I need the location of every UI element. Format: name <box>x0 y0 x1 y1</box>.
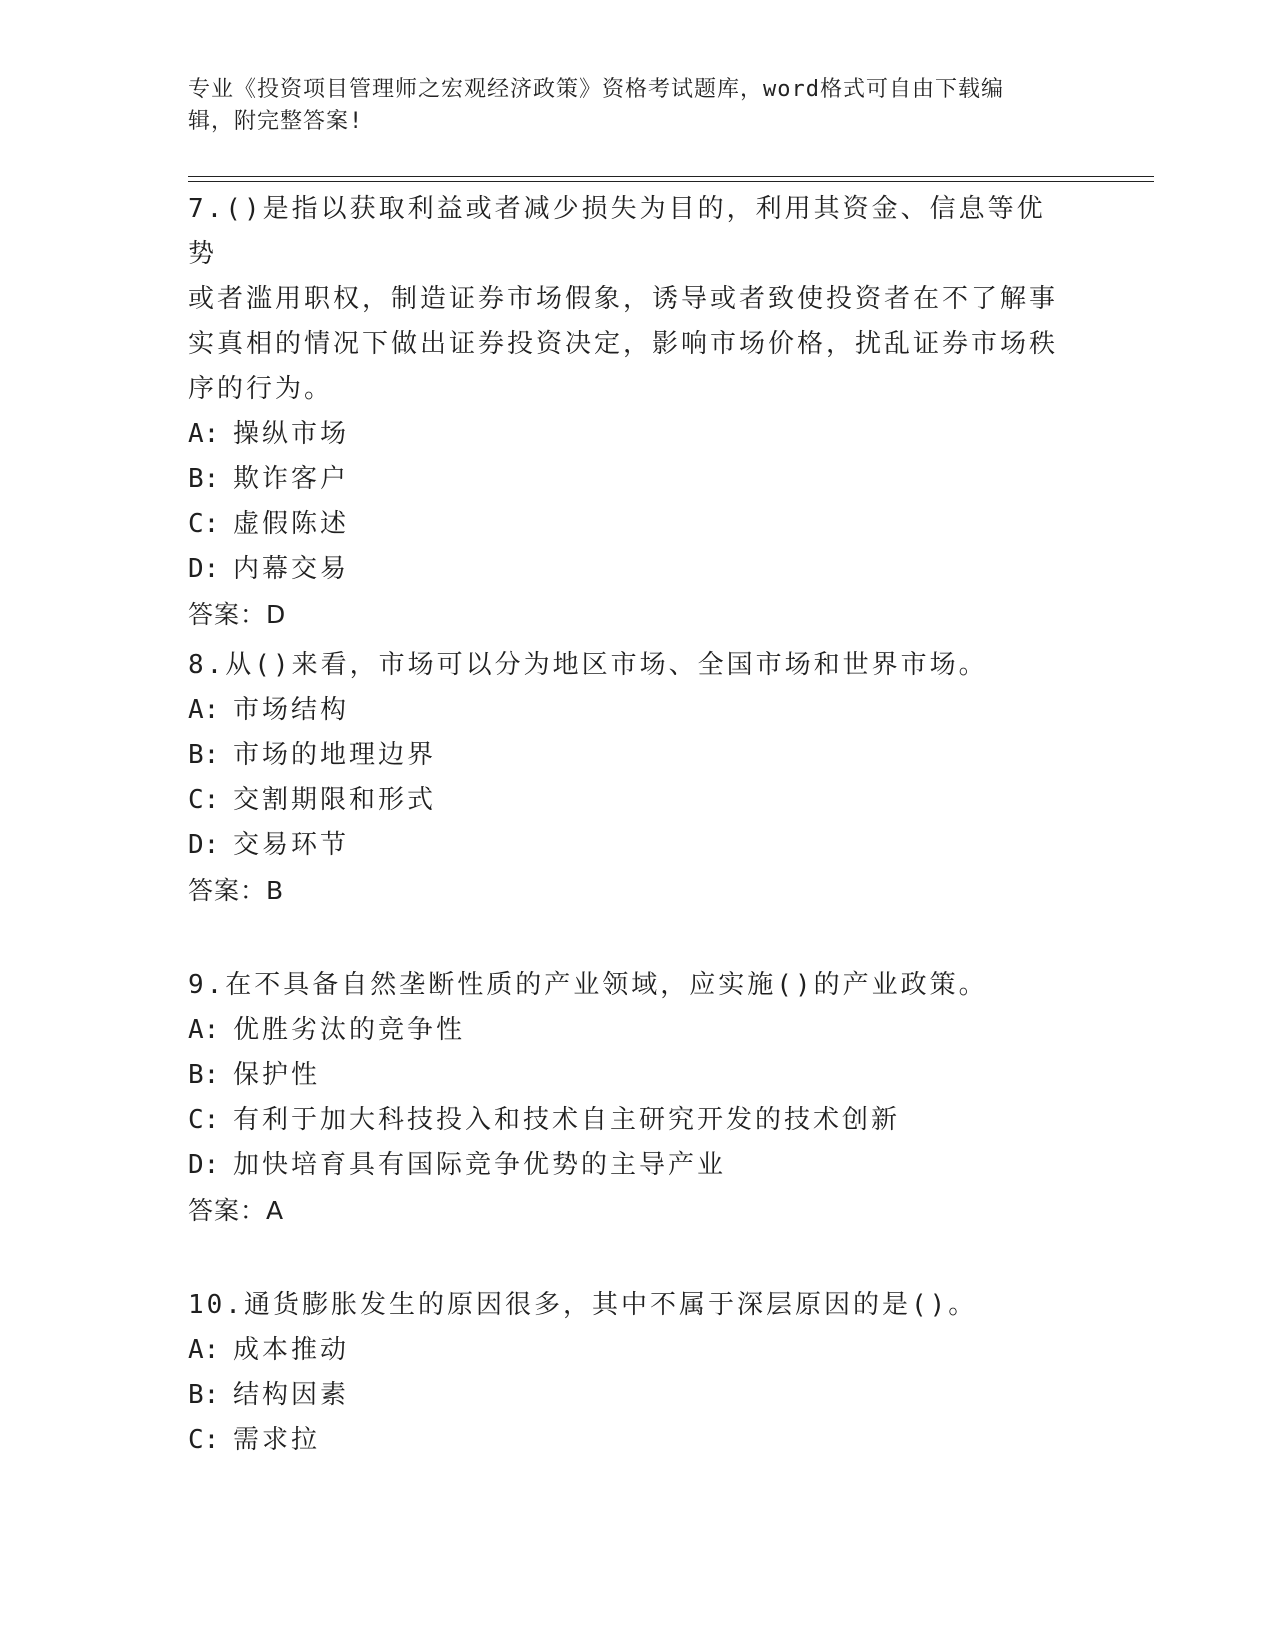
header-line-2: 辑，附完整答案! <box>188 109 364 134</box>
option-text: 市场的地理边界 <box>233 740 437 770</box>
option-label: C: <box>188 785 220 815</box>
option-d <box>188 1143 1068 1188</box>
option-text: 需求拉 <box>233 1425 321 1455</box>
option-b <box>188 457 1068 502</box>
option-c <box>188 1418 1068 1463</box>
option-text: 优胜劣汰的竞争性 <box>233 1015 466 1045</box>
option-text: 交易环节 <box>233 830 350 860</box>
option-text: 加快培育具有国际竞争优势的主导产业 <box>233 1150 727 1180</box>
option-c <box>188 1098 1068 1143</box>
option-text: 有利于加大科技投入和技术自主研究开发的技术创新 <box>233 1105 901 1135</box>
question-7 <box>188 187 1068 637</box>
option-label: A: <box>188 419 220 449</box>
question-stem <box>188 187 1068 412</box>
stem-line: 7.()是指以获取利益或者减少损失为目的，利用其资金、信息等优势 <box>188 194 1046 269</box>
option-a <box>188 688 1068 733</box>
option-text: 交割期限和形式 <box>233 785 437 815</box>
document-header <box>188 74 1068 138</box>
option-label: D: <box>188 830 220 860</box>
question-stem <box>188 963 1068 1008</box>
question-stem <box>188 1283 1068 1328</box>
option-d <box>188 547 1068 592</box>
option-text: 内幕交易 <box>233 554 350 584</box>
option-a <box>188 1328 1068 1373</box>
option-b <box>188 1373 1068 1418</box>
option-label: A: <box>188 1335 220 1365</box>
option-label: A: <box>188 695 220 725</box>
question-stem <box>188 643 1068 688</box>
option-a <box>188 1008 1068 1053</box>
stem-line: 序的行为。 <box>188 374 334 404</box>
answer: 答案：D <box>188 600 287 629</box>
option-b <box>188 1053 1068 1098</box>
option-b <box>188 733 1068 778</box>
option-text: 成本推动 <box>233 1335 350 1365</box>
option-label: C: <box>188 1425 220 1455</box>
answer: 答案：A <box>188 1196 285 1225</box>
option-text: 虚假陈述 <box>233 509 350 539</box>
option-text: 操纵市场 <box>233 419 350 449</box>
option-text: 结构因素 <box>233 1380 350 1410</box>
option-label: B: <box>188 1380 220 1410</box>
option-label: D: <box>188 1150 220 1180</box>
option-d <box>188 823 1068 868</box>
stem-line: 8.从()来看，市场可以分为地区市场、全国市场和世界市场。 <box>188 650 988 680</box>
option-c <box>188 778 1068 823</box>
option-a <box>188 412 1068 457</box>
stem-line: 或者滥用职权，制造证券市场假象，诱导或者致使投资者在不了解事 <box>188 284 1059 314</box>
answer: 答案：B <box>188 876 285 905</box>
stem-line: 9.在不具备自然垄断性质的产业领域，应实施()的产业政策。 <box>188 970 988 1000</box>
option-label: C: <box>188 509 220 539</box>
option-text: 保护性 <box>233 1060 321 1090</box>
question-8 <box>188 643 1068 913</box>
option-label: A: <box>188 1015 220 1045</box>
question-10 <box>188 1283 1068 1463</box>
option-text: 欺诈客户 <box>233 464 350 494</box>
option-label: B: <box>188 740 220 770</box>
option-label: C: <box>188 1105 220 1135</box>
option-text: 市场结构 <box>233 695 350 725</box>
header-divider-bottom <box>188 181 1154 182</box>
header-divider-top <box>188 176 1154 177</box>
option-label: B: <box>188 464 220 494</box>
option-label: B: <box>188 1060 220 1090</box>
option-c <box>188 502 1068 547</box>
option-label: D: <box>188 554 220 584</box>
header-line-1: 专业《投资项目管理师之宏观经济政策》资格考试题库，word格式可自由下载编 <box>188 77 1004 102</box>
question-9 <box>188 963 1068 1233</box>
stem-line: 10.通货膨胀发生的原因很多，其中不属于深层原因的是()。 <box>188 1290 978 1320</box>
stem-line: 实真相的情况下做出证券投资决定，影响市场价格，扰乱证券市场秩 <box>188 329 1059 359</box>
